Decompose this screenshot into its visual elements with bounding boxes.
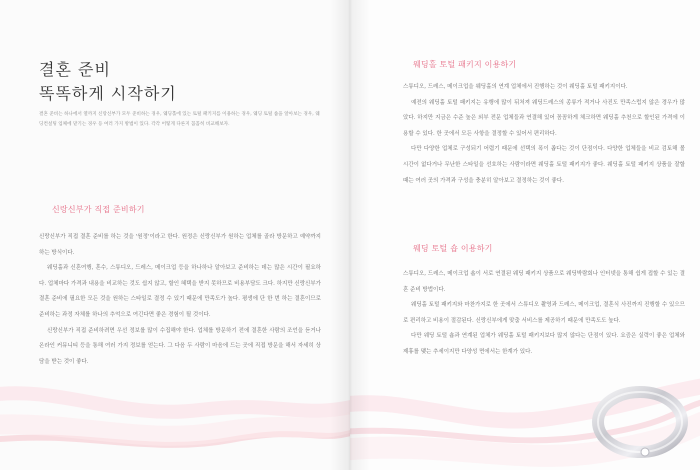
page-title bbox=[39, 58, 319, 106]
intro-text: 결혼 준비는 하나에서 열까지 신랑신부가 모두 준비하는 경우, 웨딩홀에 있는 토털 패키지를 이용하는 경우, 웨딩 토털 숍을 알아보는 경우, 웨딩컨설팅 업체에 맡기는 경우 등 여러 가지 방법이 있다. 각각 어떻게 다른지 꼼꼼히 비교해보자. bbox=[39, 112, 320, 127]
paragraph: 스튜디오, 드레스, 메이크업 숍이 서로 연결된 웨딩 패키지 상품으로 웨딩박람회나 인터넷을 통해 쉽게 접할 수 있는 결혼 준비 방법이다. bbox=[403, 271, 685, 293]
page-title-line-2: 똑똑하게 시작하기 bbox=[39, 84, 177, 103]
section-body-diy bbox=[39, 230, 321, 370]
paragraph: 신랑신부가 직접 준비하려면 우선 정보를 많이 수집해야 한다. 업체를 방문하기 전에 결혼한 사람의 조언을 듣거나 온라인 커뮤니티 등을 통해 여러 가지 정보를 얻는다. 그 다음 두 사람이 마음에 드는 곳에 직접 방문을 해서 자세히 상담을 받는 것이 좋다. bbox=[39, 327, 321, 365]
paragraph: 다만 다양한 업체로 구성되기 어렵기 때문에 선택의 폭이 좁다는 것이 단점이다. 다양한 업체들을 비교 검토해 볼 시간이 없다거나 무난한 스타일을 선호하는 사람이라면 웨딩홀 토털 패키지가 좋다. 웨딩홀 토털 패키지 상품을 잘할 때는 여러 곳의 가격과 구성을 충분히 알아보고 결정하는 것이 좋다. bbox=[403, 146, 685, 184]
paragraph: 다만 웨딩 토털 숍과 연계된 업체가 웨딩홀 토털 패키지보다 많지 않다는 단점이 있다. 요즘은 실력이 좋은 업체와 제휴를 맺는 추세이지만 다양성 면에서는 한계가 있다. bbox=[403, 333, 685, 355]
section-body-total-shop bbox=[403, 267, 685, 361]
paragraph: 스튜디오, 드레스, 메이크업을 웨딩홀의 연계 업체에서 진행하는 것이 웨딩홀 토털 패키지이다. bbox=[403, 84, 628, 90]
paragraph: 웨딩홀 토털 패키지와 마찬가지로 한 곳에서 스튜디오 촬영과 드레스, 메이크업, 결혼식 사진까지 진행할 수 있으므로 편리하고 비용이 절감된다. 신랑신부에게 맞춤 서비스를 제공하기 때문에 만족도도 높다. bbox=[403, 302, 685, 324]
page-title-line-1: 결혼 준비 bbox=[39, 60, 111, 79]
paragraph: 웨딩홀과 신혼여행, 혼수, 스튜디오, 드레스, 메이크업 등을 하나하나 알아보고 준비하는 데는 많은 시간이 필요하다. 업체마다 가격과 내용을 비교하는 것도 쉽지 않고, 할인 혜택을 받지 못하므로 비용부담도 크다. 하지만 신랑신부가 결혼 준비에 필요한 모든 것을 원하는 스타일로 결정 수 있기 때문에 만족도가 높다. 평생에 단 한 번 하는 결혼이므로 준비하는 과정 자체를 하나의 추억으로 여긴다면 좋은 경험이 될 것이다. bbox=[39, 265, 321, 318]
section-heading-hall-package: 웨딩홀 토털 패키지 이용하기 bbox=[413, 60, 517, 69]
section-body-hall-package bbox=[403, 80, 685, 189]
wedding-ring-icon bbox=[585, 370, 695, 465]
paragraph: 예전의 웨딩홀 토털 패키지는 유행에 많이 뒤처져 웨딩드레스의 종류가 적거나 사진도 만족스럽지 않은 경우가 많았다. 하지만 지금은 수준 높은 외부 전문 업체들과 연결해 있어 꼼꼼하게 체크하면 웨딩홀 추천으로 할인된 가격에 이용할 수 있다. 한 곳에서 모든 사항을 결정할 수 있어서 편리하다. bbox=[403, 99, 685, 137]
paragraph: 신랑신부가 직접 결혼 준비를 하는 것을 '원정'이라고 한다. 원정은 신랑신부가 원하는 업체를 골라 방문하고 예약까지 하는 방식이다. bbox=[39, 234, 321, 256]
section-heading-diy: 신랑신부가 직접 준비하기 bbox=[52, 205, 145, 214]
section-heading-total-shop: 웨딩 토털 숍 이용하기 bbox=[413, 244, 493, 253]
